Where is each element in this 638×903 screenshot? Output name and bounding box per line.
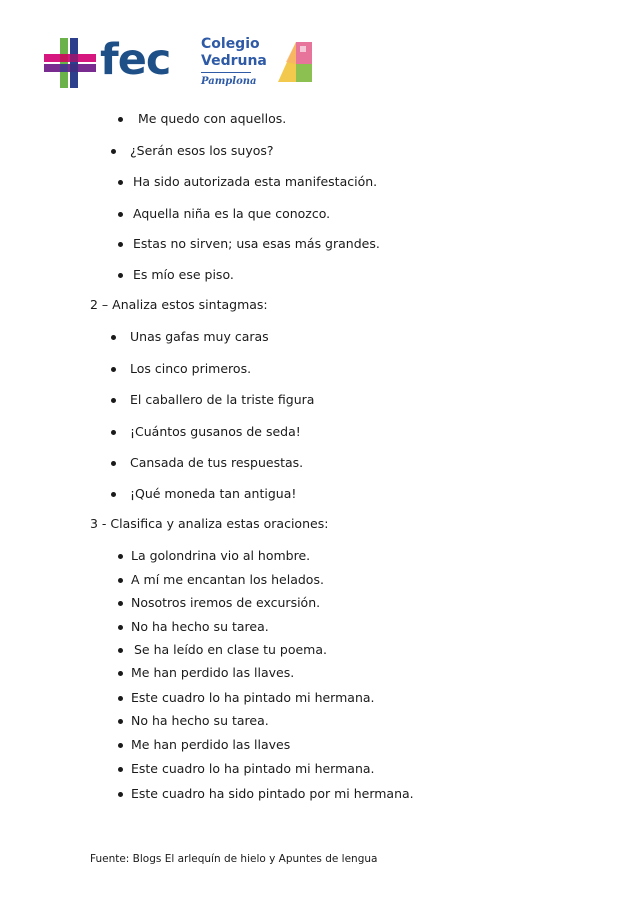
bullet-icon xyxy=(118,242,123,247)
list-item-text: Estas no sirven; usa esas más grandes. xyxy=(133,236,380,251)
bullet-icon xyxy=(118,792,123,797)
school-logo-divider xyxy=(201,72,251,73)
bullet-icon xyxy=(118,117,123,122)
bullet-icon xyxy=(111,149,116,154)
fec-cross-icon xyxy=(44,38,96,88)
bullet-icon xyxy=(111,492,116,497)
list-item-text: Los cinco primeros. xyxy=(130,361,252,376)
bullet-icon xyxy=(118,625,123,630)
bullet-icon xyxy=(118,273,123,278)
bullet-icon xyxy=(118,212,123,217)
bullet-icon xyxy=(118,648,123,653)
bullet-icon xyxy=(111,461,116,466)
school-name-line1: Colegio xyxy=(201,36,260,52)
list-item-text: Me han perdido las llaves xyxy=(131,737,291,752)
list-item-text: La golondrina vio al hombre. xyxy=(131,548,311,563)
bullet-icon xyxy=(118,767,123,772)
bullet-icon xyxy=(111,430,116,435)
list-item-text: Cansada de tus respuestas. xyxy=(130,455,304,470)
list-item-text: Este cuadro lo ha pintado mi hermana. xyxy=(131,690,375,705)
list-item-text: ¿Serán esos los suyos? xyxy=(130,143,274,158)
list-item-text: Es mío ese piso. xyxy=(133,267,234,282)
list-item-text: Me quedo con aquellos. xyxy=(138,111,287,126)
bullet-icon xyxy=(118,554,123,559)
list-item-text: ¡Qué moneda tan antigua! xyxy=(130,486,297,501)
bullet-icon xyxy=(118,719,123,724)
bullet-icon xyxy=(118,180,123,185)
bullet-icon xyxy=(111,367,116,372)
school-logo xyxy=(201,36,271,96)
list-item-text: ¡Cuántos gusanos de seda! xyxy=(130,424,301,439)
list-item-text: Unas gafas muy caras xyxy=(130,329,269,344)
school-name-line2: Vedruna xyxy=(201,53,267,69)
page-header xyxy=(0,0,638,100)
bullet-icon xyxy=(118,696,123,701)
bullet-icon xyxy=(118,578,123,583)
bullet-icon xyxy=(111,335,116,340)
list-item-text: No ha hecho su tarea. xyxy=(131,619,269,634)
section2-heading: 2 – Analiza estos sintagmas: xyxy=(90,297,268,312)
list-item-text: A mí me encantan los helados. xyxy=(131,572,324,587)
list-item-text: Ha sido autorizada esta manifestación. xyxy=(133,174,378,189)
list-item-text: Este cuadro ha sido pintado por mi hermana. xyxy=(131,786,414,801)
list-item-text: Se ha leído en clase tu poema. xyxy=(134,642,327,657)
list-item-text: Aquella niña es la que conozco. xyxy=(133,206,331,221)
source-footer: Fuente: Blogs El arlequín de hielo y Apuntes de lengua xyxy=(90,853,378,865)
bullet-icon xyxy=(118,601,123,606)
fec-logo xyxy=(44,35,174,88)
section3-heading: 3 - Clasifica y analiza estas oraciones: xyxy=(90,516,329,531)
list-item-text: Este cuadro lo ha pintado mi hermana. xyxy=(131,761,375,776)
bullet-icon xyxy=(118,743,123,748)
list-item-text: Me han perdido las llaves. xyxy=(131,665,295,680)
school-name-line3: Pamplona xyxy=(201,76,257,87)
list-item-text: El caballero de la triste figura xyxy=(130,392,315,407)
list-item-text: No ha hecho su tarea. xyxy=(131,713,269,728)
fec-logo-text: fec xyxy=(100,35,171,85)
school-emblem-icon xyxy=(274,36,314,84)
bullet-icon xyxy=(118,671,123,676)
bullet-icon xyxy=(111,398,116,403)
list-item-text: Nosotros iremos de excursión. xyxy=(131,595,321,610)
